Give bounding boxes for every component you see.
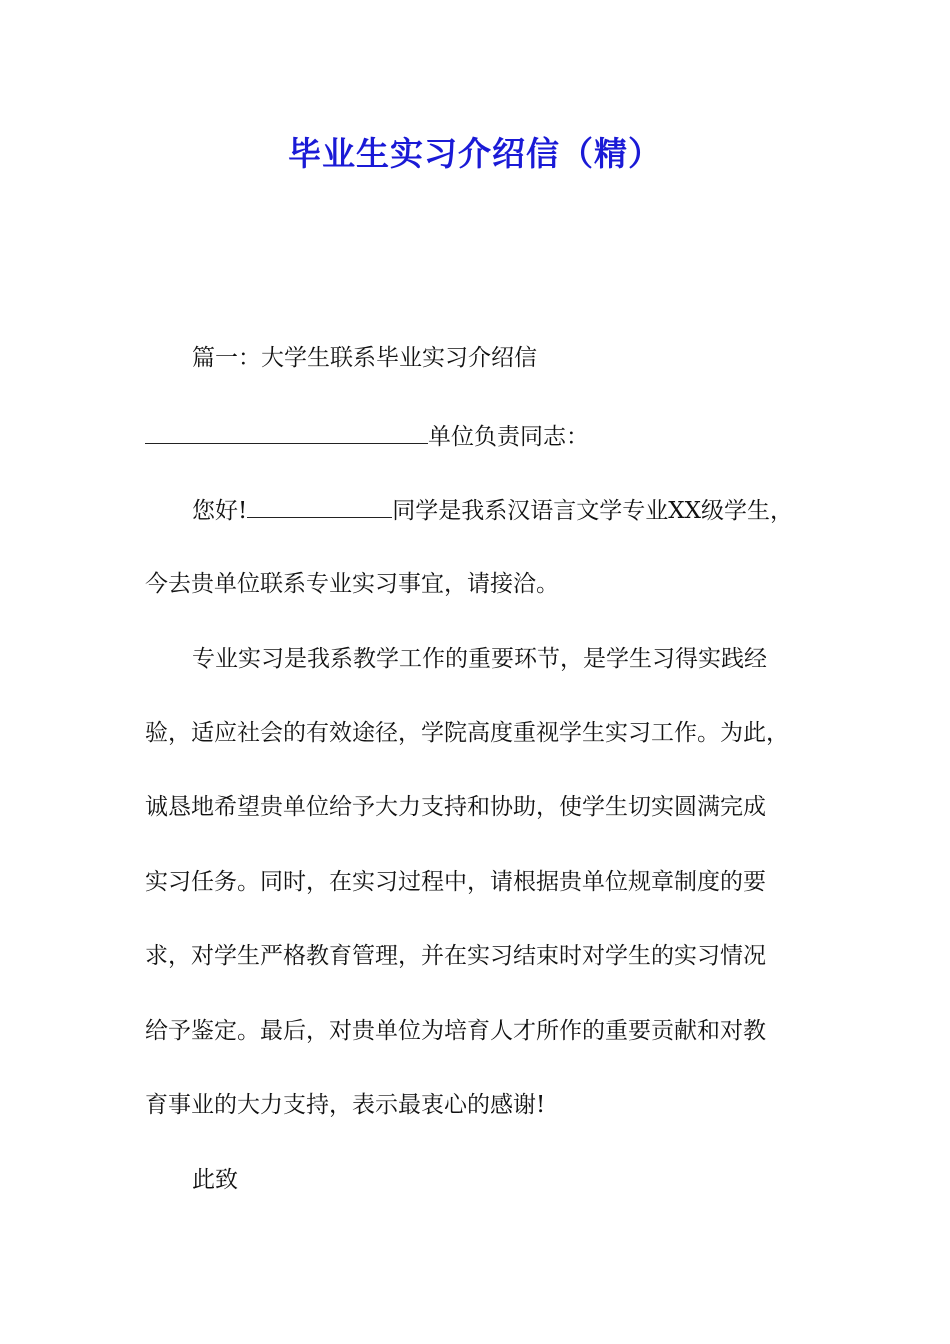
salutation-suffix: 单位负责同志： (428, 424, 589, 450)
student-name-blank (247, 495, 392, 518)
paragraph-line-2: 验，适应社会的有效途径，学院高度重视学生实习工作。为此， (145, 720, 789, 746)
document-title: 毕业生实习介绍信（精） (288, 134, 662, 173)
greeting-line (192, 495, 793, 526)
paragraph-line-5: 求，对学生严格教育管理，并在实习结束时对学生的实习情况 (145, 943, 766, 969)
recipient-blank (145, 421, 428, 444)
greeting-suffix: 同学是我系汉语言文学专业XX级学生， (392, 498, 793, 524)
paragraph-line-1: 专业实习是我系教学工作的重要环节，是学生习得实践经 (192, 646, 767, 672)
paragraph-line-7: 育事业的大力支持，表示最衷心的感谢! (145, 1092, 546, 1118)
greeting-prefix: 您好! (192, 498, 248, 524)
body-line-2: 今去贵单位联系专业实习事宜，请接洽。 (145, 571, 559, 597)
salutation-line (145, 421, 589, 452)
closing-line: 此致 (192, 1167, 238, 1193)
section-heading: 篇一：大学生联系毕业实习介绍信 (192, 345, 537, 371)
paragraph-line-6: 给予鉴定。最后，对贵单位为培育人才所作的重要贡献和对教 (145, 1018, 766, 1044)
paragraph-line-3: 诚恳地希望贵单位给予大力支持和协助，使学生切实圆满完成 (145, 794, 766, 820)
paragraph-line-4: 实习任务。同时，在实习过程中，请根据贵单位规章制度的要 (145, 869, 766, 895)
